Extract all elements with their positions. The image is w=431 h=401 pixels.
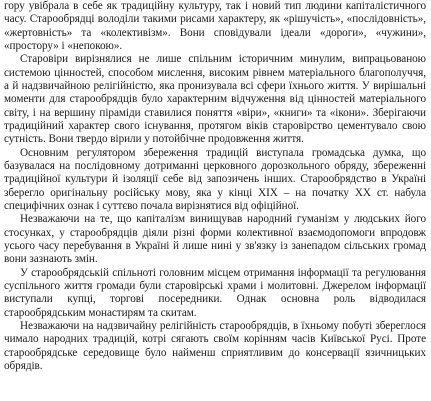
paragraph-1: гору увібрала в себе як традиційну культуру, так і новий тип людини капіталістичного часу. Старообрядці володіли такими рисами характеру, як «рішучість», «послідовність», «жертовність» та «колективізм». Вони сповідували ідеали «дороги», «чужини», «простору» і «непокою». [4, 0, 426, 52]
paragraph-4: Незважаючи на те, що капіталізм винищував народний гуманізм у людських його стосунках, у старообрядців діяли різні форми колективної взаємодопомоги впродовж усього часу перебування в Україні й лише нині у зв'язку із занепадом сільських громад вони зазнають змін. [4, 213, 426, 266]
paragraph-6: Незважаючи на надзвичайну релігійність старообрядців, в їхньому побуті збереглося чимало народних традицій, котрі сягають своїм корінням часів Київської Русі. Проте старообрядське середовище було найменш сприятливим до консервації язичницьких обрядів. [4, 319, 426, 372]
paragraph-2: Старовіри вирізнялися не лише спільним історичним минулим, випрацьованою системою цінностей, способом мислення, високим рівнем матеріального благополуччя, а й надзвичайною релігійністю, яка пронизувала всі сфери їхнього життя. У вирішальні моменти для старообрядців було характерним відчуження від цінностей матеріального світу, і на вершину піраміди ставилися поняття «віри», «книги» та «ікони». Зберігаючи традиційний характер свого існування, протягом віків старовірство цементувало свою сутність. Вони твердо вірили у потойбічне продовження життя. [4, 53, 426, 146]
paragraph-3: Основним регулятором збереження традицій виступала громадська думка, що базувалася на послідовному дотриманні церковного дорозкольного обряду, збереженні традиційної культури й ізоляції себе від запозичень інших. Старообрядство в Україні зберегло оригінальну російську мову, яка у кінці XIX – на початку XX ст. набула специфічних ознак і суттєво почала вирізнятися від офіційної. [4, 146, 426, 212]
paragraph-5: У старообрядській спільноті головним місцем отримання інформації та регулювання суспільного життя громади були старовірські храми і молитовні. Джерелом інформації виступали купці, торгові посередники. Однак основна роль відводилася старообрядським монастирям та скитам. [4, 266, 426, 319]
